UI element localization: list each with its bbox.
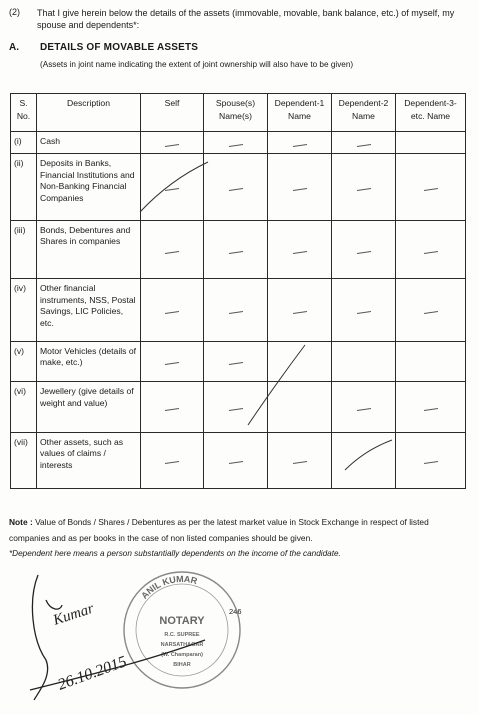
row-number: (iii) <box>11 220 37 278</box>
row-number: (vii) <box>11 432 37 488</box>
nil-mark <box>268 132 332 154</box>
section-subtitle: (Assets in joint name indicating the extent of joint ownership will also have to be given) <box>40 60 354 69</box>
nil-mark <box>332 382 396 432</box>
nil-mark <box>332 132 396 154</box>
notary-seal <box>124 572 240 688</box>
header-dependent-2: Dependent-2 Name <box>332 94 396 132</box>
movable-assets-table <box>10 93 466 489</box>
seal-line: (W. Champaran) <box>161 652 203 658</box>
nil-mark <box>204 382 268 432</box>
row-description: Other financial instruments, NSS, Postal Savings, LIC Policies, etc. <box>37 279 141 341</box>
intro-text: That I give herein below the details of the assets (immovable, movable, bank balance, etc.) of myself, my spouse and dependents*: <box>37 8 455 30</box>
header-sno: S. No. <box>11 94 37 132</box>
row-description: Cash <box>37 132 141 154</box>
nil-mark <box>332 341 396 381</box>
row-description: Deposits in Banks, Financial Institutions and Non-Banking Financial Companies <box>37 154 141 221</box>
footnote: *Dependent here means a person substantially dependents on the income of the candidate. <box>9 549 341 558</box>
seal-line: R.C. SUPREE <box>164 632 200 638</box>
section-letter: A. <box>9 42 19 53</box>
signature-date: 26.10.2015 <box>55 653 130 694</box>
nil-mark <box>396 132 466 154</box>
table-row <box>11 220 466 278</box>
nil-mark <box>141 432 204 488</box>
nil-mark <box>141 132 204 154</box>
nil-mark <box>268 341 332 381</box>
nil-mark <box>141 341 204 381</box>
nil-mark <box>141 154 204 221</box>
nil-mark <box>268 432 332 488</box>
row-number: (iv) <box>11 279 37 341</box>
header-description: Description <box>37 94 141 132</box>
signature-name: Kumar <box>51 600 96 629</box>
table-row <box>11 432 466 488</box>
nil-mark <box>204 132 268 154</box>
seal-line: BIHAR <box>173 662 191 668</box>
nil-mark <box>141 220 204 278</box>
nil-mark <box>204 154 268 221</box>
nil-mark <box>332 279 396 341</box>
nil-mark <box>204 220 268 278</box>
table-row <box>11 132 466 154</box>
row-description: Bonds, Debentures and Shares in companies <box>37 220 141 278</box>
page-number: 246 <box>229 607 242 616</box>
nil-mark <box>332 220 396 278</box>
nil-mark <box>204 279 268 341</box>
table-row <box>11 154 466 221</box>
nil-mark <box>396 154 466 221</box>
nil-mark <box>204 432 268 488</box>
nil-mark <box>268 154 332 221</box>
header-dependent-3: Dependent-3- etc. Name <box>396 94 466 132</box>
table-row <box>11 382 466 432</box>
note-text: Value of Bonds / Shares / Debentures as per the latest market value in Stock Exchange in respect of listed companies and as per books in the case of non listed companies should be given. <box>9 517 429 543</box>
header-spouse: Spouse(s) Name(s) <box>204 94 268 132</box>
header-self: Self <box>141 94 204 132</box>
section-title: DETAILS OF MOVABLE ASSETS <box>40 42 199 53</box>
table-header-row <box>11 94 466 132</box>
nil-mark <box>141 279 204 341</box>
note <box>9 514 471 546</box>
row-number: (v) <box>11 341 37 381</box>
nil-mark <box>396 279 466 341</box>
note-label: Note : <box>9 517 33 527</box>
nil-mark <box>268 382 332 432</box>
header-dependent-1: Dependent-1 Name <box>268 94 332 132</box>
row-number: (i) <box>11 132 37 154</box>
handwritten-signature <box>30 575 205 700</box>
nil-mark <box>268 220 332 278</box>
nil-mark <box>141 382 204 432</box>
seal-line: NARSATHAGAR <box>160 642 204 648</box>
seal-top-text: ANIL KUMAR <box>139 573 199 601</box>
row-number: (vi) <box>11 382 37 432</box>
nil-mark <box>332 432 396 488</box>
nil-mark <box>396 432 466 488</box>
intro-number: (2) <box>9 7 20 17</box>
nil-mark <box>396 382 466 432</box>
row-description: Motor Vehicles (details of make, etc.) <box>37 341 141 381</box>
table-row <box>11 341 466 381</box>
row-description: Other assets, such as values of claims / interests <box>37 432 141 488</box>
row-number: (ii) <box>11 154 37 221</box>
nil-mark <box>396 220 466 278</box>
table-row <box>11 279 466 341</box>
nil-mark <box>332 154 396 221</box>
nil-mark <box>396 341 466 381</box>
nil-mark <box>268 279 332 341</box>
row-description: Jewellery (give details of weight and value) <box>37 382 141 432</box>
seal-main-text: NOTARY <box>159 615 205 627</box>
nil-mark <box>204 341 268 381</box>
